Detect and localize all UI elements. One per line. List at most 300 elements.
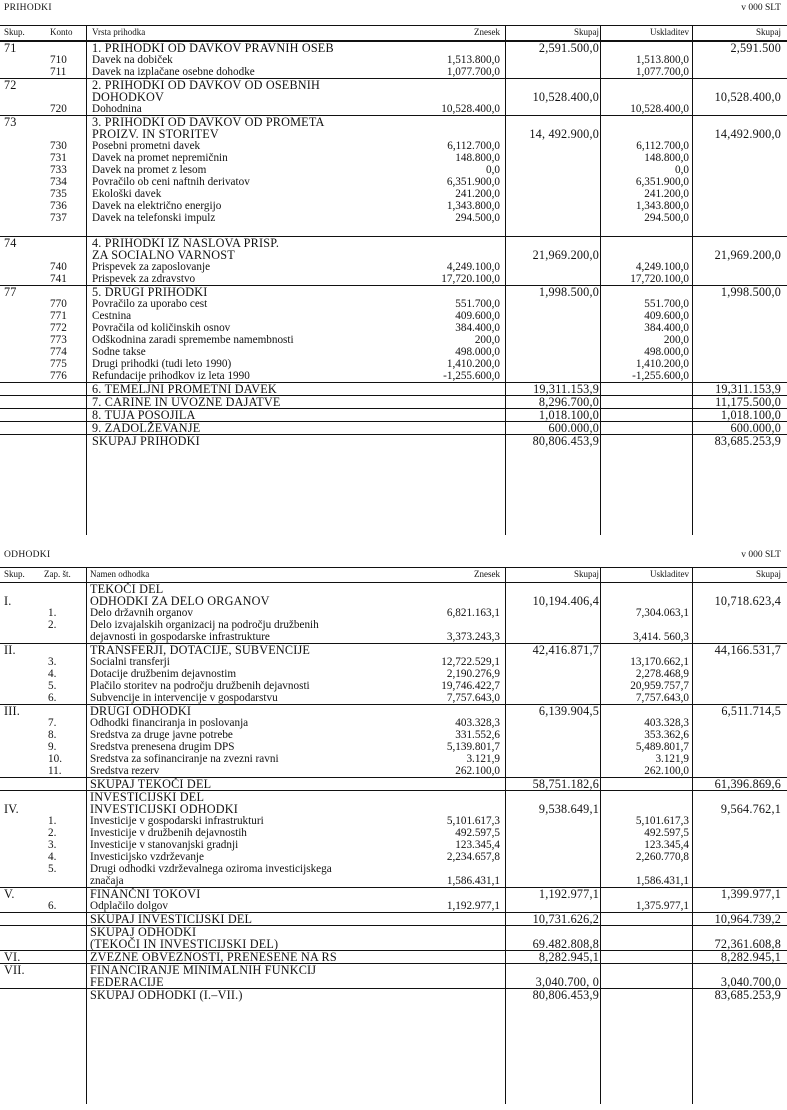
row-skupaj: 9,538.649,1	[538, 802, 599, 816]
row-label: Cestnina	[92, 310, 132, 322]
row-uskladitev: 294.500,0	[644, 212, 689, 224]
table-row	[0, 777, 787, 790]
row-label: SKUPAJ INVESTICIJSKI DEL	[90, 912, 253, 926]
table-row	[0, 815, 787, 827]
row-skupaj2: 19,311.153,9	[715, 382, 781, 396]
row-uskladitev: 6,351.900,0	[635, 176, 689, 188]
row-skupaj2: 10,718.623,4	[714, 594, 781, 608]
row-uskladitev: 1,586.431,1	[635, 875, 689, 887]
row-znesek: 1,192.977,1	[446, 900, 500, 912]
row-znesek: -1,255.600,0	[443, 370, 500, 382]
table-row	[0, 298, 787, 310]
row-code: 774	[50, 346, 67, 358]
row-label: DRUGI ODHODKI	[90, 704, 192, 718]
row-skupaj: 14, 492.900,0	[529, 127, 599, 141]
row-znesek: 551.700,0	[455, 298, 500, 310]
row-skupaj: 8,282.945,1	[538, 950, 599, 964]
row-code: 741	[50, 273, 67, 285]
row-label: PROIZV. IN STORITEV	[92, 127, 219, 141]
row-code: 4.	[48, 668, 57, 680]
row-group: VII.	[4, 963, 25, 977]
row-code: 1.	[48, 815, 57, 827]
row-znesek: 5,139.801,7	[446, 741, 500, 753]
income-table	[0, 41, 787, 447]
row-code: 772	[50, 322, 67, 334]
row-znesek: 1,586.431,1	[446, 875, 500, 887]
row-skupaj2: 9,564.762,1	[720, 802, 781, 816]
row-label: Povračilo ob ceni naftnih derivatov	[92, 176, 250, 188]
table-row	[0, 273, 787, 285]
row-uskladitev: 10,528.400,0	[630, 103, 689, 115]
row-uskladitev: 0,0	[675, 164, 689, 176]
expense-rule-skupaj	[600, 567, 601, 1104]
row-skupaj2: 1,018.100,0	[720, 408, 781, 422]
row-label: Povračilo za uporabo cest	[92, 298, 208, 310]
table-row	[0, 753, 787, 765]
row-label: 3. PRIHODKI OD DAVKOV OD PROMETA	[92, 115, 325, 129]
expense-title: ODHODKI	[4, 550, 51, 560]
table-row	[0, 334, 787, 346]
col-skupaj2: Skupaj	[755, 27, 781, 37]
row-uskladitev: 123.345,4	[644, 839, 689, 851]
row-skupaj2: 14,492.900,0	[714, 127, 781, 141]
table-row	[0, 434, 787, 447]
row-code: 776	[50, 370, 67, 382]
row-uskladitev: 1,343.800,0	[635, 200, 689, 212]
row-code: 7.	[48, 717, 57, 729]
row-label: Odplačilo dolgov	[90, 900, 168, 912]
row-uskladitev: 7,304.063,1	[635, 607, 689, 619]
row-code: 10.	[48, 753, 62, 765]
row-skupaj2: 600.000,0	[730, 421, 781, 435]
row-code: 4.	[48, 851, 57, 863]
row-uskladitev: 353.362,6	[644, 729, 689, 741]
row-uskladitev: 3,414. 560,3	[633, 631, 689, 643]
row-uskladitev: 148.800,0	[644, 152, 689, 164]
table-row	[0, 680, 787, 692]
row-uskladitev: 5,101.617,3	[635, 815, 689, 827]
row-label: (TEKOČI IN INVESTICIJSKI DEL)	[90, 937, 279, 951]
table-row	[0, 224, 787, 236]
row-label: ODHODKI ZA DELO ORGANOV	[90, 594, 270, 608]
income-rule-skupaj	[600, 25, 601, 535]
row-skupaj: 3,040.700, 0	[535, 975, 599, 989]
row-znesek: 1,513.800,0	[446, 54, 500, 66]
row-label: Sodne takse	[92, 346, 146, 358]
row-code: 740	[50, 261, 67, 273]
table-row	[0, 863, 787, 875]
row-skupaj2: 3,040.700,0	[720, 975, 781, 989]
row-code: 730	[50, 140, 67, 152]
table-row	[0, 875, 787, 887]
table-row	[0, 704, 787, 717]
row-skupaj: 58,751.182,6	[532, 777, 599, 791]
col-name: Namen odhodka	[90, 569, 150, 579]
row-code: 770	[50, 298, 67, 310]
table-row	[0, 310, 787, 322]
row-code: 3.	[48, 656, 57, 668]
col-znesek: Znesek	[474, 27, 500, 37]
row-skupaj: 21,969.200,0	[532, 248, 599, 262]
row-skupaj: 8,296.700,0	[538, 395, 599, 409]
row-skupaj: 2,591.500,0	[538, 41, 599, 55]
row-uskladitev: 1,410.200,0	[635, 358, 689, 370]
col-skupaj2: Skupaj	[755, 569, 781, 579]
row-label: ZA SOCIALNO VARNOST	[92, 248, 235, 262]
row-label: SKUPAJ ODHODKI (I.–VII.)	[90, 988, 243, 1002]
table-row	[0, 607, 787, 619]
row-znesek: 384.400,0	[455, 322, 500, 334]
row-label: Davek na dobiček	[92, 54, 173, 66]
row-skupaj2: 10,964.739,2	[714, 912, 781, 926]
row-znesek: 6,112.700,0	[447, 140, 500, 152]
row-skupaj: 80,806.453,9	[532, 988, 599, 1002]
row-code: 9.	[48, 741, 57, 753]
income-unit: v 000 SLT	[741, 3, 781, 13]
row-znesek: 403.328,3	[455, 717, 500, 729]
row-label: 8. TUJA POSOJILA	[92, 408, 196, 422]
table-row	[0, 176, 787, 188]
row-label: Plačilo storitev na področju družbenih dejavnosti	[90, 680, 310, 692]
row-uskladitev: 1,077.700,0	[635, 66, 689, 78]
row-uskladitev: 241.200,0	[644, 188, 689, 200]
table-row	[0, 692, 787, 704]
row-znesek: 2,190.276,9	[446, 668, 500, 680]
table-row	[0, 803, 787, 815]
row-label: Prispevek za zdravstvo	[92, 273, 196, 285]
row-label: Povračila od količinskih osnov	[92, 322, 231, 334]
row-znesek: 3.121,9	[466, 753, 500, 765]
row-label: Investicije v stanovanjski gradnji	[90, 839, 239, 851]
row-skupaj2: 44,166.531,7	[714, 643, 781, 657]
table-row	[0, 976, 787, 988]
row-znesek: 241.200,0	[455, 188, 500, 200]
row-label: Drugi odhodki vzdrževalnega oziroma investicijskega	[90, 863, 332, 875]
row-uskladitev: 2,278.468,9	[635, 668, 689, 680]
row-code: 736	[50, 200, 67, 212]
row-skupaj: 10,528.400,0	[532, 90, 599, 104]
row-code: 720	[50, 103, 67, 115]
row-code: 11.	[48, 765, 62, 777]
row-uskladitev: 7,757.643,0	[635, 692, 689, 704]
row-skupaj: 19,311.153,9	[533, 382, 599, 396]
table-row	[0, 188, 787, 200]
row-znesek: 7,757.643,0	[446, 692, 500, 704]
table-row	[0, 346, 787, 358]
row-skupaj2: 72,361.608,8	[714, 937, 781, 951]
table-row	[0, 595, 787, 607]
row-skupaj2: 8,282.945,1	[720, 950, 781, 964]
row-label: DOHODKOV	[92, 90, 165, 104]
table-row	[0, 741, 787, 753]
row-code: 710	[50, 54, 67, 66]
row-znesek: 200,0	[474, 334, 500, 346]
table-row	[0, 827, 787, 839]
row-skupaj: 600.000,0	[548, 421, 599, 435]
table-row	[0, 54, 787, 66]
row-group: V.	[4, 887, 15, 901]
row-code: 1.	[48, 607, 57, 619]
table-row	[0, 839, 787, 851]
table-row	[0, 395, 787, 408]
row-uskladitev: 384.400,0	[644, 322, 689, 334]
row-label: 6. TEMELJNI PROMETNI DAVEK	[92, 382, 277, 396]
col-zap: Zap. št.	[44, 569, 71, 579]
row-label: Sredstva rezerv	[90, 765, 160, 777]
row-label: Dohodnina	[92, 103, 142, 115]
table-row	[0, 382, 787, 395]
row-code: 735	[50, 188, 67, 200]
table-row	[0, 950, 787, 963]
row-label: 4. PRIHODKI IZ NASLOVA PRISP.	[92, 236, 280, 250]
row-znesek: 1,343.800,0	[446, 200, 500, 212]
table-row	[0, 408, 787, 421]
row-label: Investicijsko vzdrževanje	[90, 851, 205, 863]
row-znesek: 10,528.400,0	[441, 103, 500, 115]
row-uskladitev: 20,959.757,7	[630, 680, 689, 692]
row-skupaj2: 11,175.500,0	[715, 395, 781, 409]
row-label: Subvencije in intervencije v gospodarstvu	[90, 692, 278, 704]
row-label: TRANSFERJI, DOTACIJE, SUBVENCIJE	[90, 643, 311, 657]
row-label: Sredstva za druge javne potrebe	[90, 729, 233, 741]
table-row	[0, 938, 787, 950]
table-row	[0, 41, 787, 54]
income-rule-znesek	[505, 25, 506, 535]
row-uskladitev: 17,720.100,0	[630, 273, 689, 285]
row-group: 77	[4, 285, 17, 299]
row-label: 9. ZADOLŽEVANJE	[92, 421, 201, 435]
row-group: I.	[4, 594, 12, 608]
row-uskladitev: 4,249.100,0	[635, 261, 689, 273]
row-skupaj: 10,194.406,4	[532, 594, 599, 608]
row-znesek: 2,234.657,8	[446, 851, 500, 863]
expense-rule-name	[86, 567, 87, 1104]
row-skupaj: 80,806.453,9	[532, 434, 599, 448]
row-uskladitev: 403.328,3	[644, 717, 689, 729]
row-label: Sredstva prenesena drugim DPS	[90, 741, 235, 753]
row-znesek: 148.800,0	[455, 152, 500, 164]
table-row	[0, 370, 787, 382]
row-uskladitev: 5,489.801,7	[635, 741, 689, 753]
col-skup: Skup.	[4, 569, 25, 579]
row-code: 5.	[48, 863, 57, 875]
table-row	[0, 900, 787, 912]
row-label: Posebni prometni davek	[92, 140, 201, 152]
col-skup: Skup.	[4, 27, 25, 37]
row-label: SKUPAJ PRIHODKI	[92, 434, 200, 448]
row-uskladitev: 13,170.662,1	[630, 656, 689, 668]
table-row	[0, 128, 787, 140]
table-row	[0, 140, 787, 152]
row-znesek: 262.100,0	[455, 765, 500, 777]
row-uskladitev: 492.597,5	[644, 827, 689, 839]
row-code: 2.	[48, 619, 57, 631]
row-label: TEKOČI DEL	[90, 582, 164, 596]
row-code: 8.	[48, 729, 57, 741]
table-row	[0, 152, 787, 164]
row-skupaj2: 21,969.200,0	[714, 248, 781, 262]
table-row	[0, 619, 787, 631]
row-code: 2.	[48, 827, 57, 839]
row-code: 773	[50, 334, 67, 346]
row-code: 737	[50, 212, 67, 224]
row-skupaj: 42,416.871,7	[532, 643, 599, 657]
row-znesek: 498.000,0	[455, 346, 500, 358]
row-code: 711	[50, 66, 67, 78]
row-code: 6.	[48, 692, 57, 704]
row-uskladitev: 3.121,9	[655, 753, 689, 765]
row-label: Investicije v družbenih dejavnostih	[90, 827, 247, 839]
table-row	[0, 765, 787, 777]
row-znesek: 1,410.200,0	[446, 358, 500, 370]
row-label: Ekološki davek	[92, 188, 162, 200]
row-skupaj: 10,731.626,2	[532, 912, 599, 926]
row-uskladitev: -1,255.600,0	[632, 370, 689, 382]
expense-rule-usk	[692, 567, 693, 1104]
row-label: 5. DRUGI PRIHODKI	[92, 285, 208, 299]
row-uskladitev: 551.700,0	[644, 298, 689, 310]
row-skupaj2: 2,591.500	[730, 41, 781, 55]
col-skupaj: Skupaj	[573, 569, 599, 579]
row-skupaj2: 83,685.253,9	[714, 434, 781, 448]
row-znesek: 17,720.100,0	[441, 273, 500, 285]
row-uskladitev: 6,112.700,0	[636, 140, 689, 152]
row-group: 74	[4, 236, 17, 250]
expense-table	[0, 583, 787, 1001]
row-group: IV.	[4, 802, 19, 816]
row-znesek: 6,821.163,1	[446, 607, 500, 619]
table-row	[0, 887, 787, 900]
row-label: Davek na promet nepremičnin	[92, 152, 228, 164]
table-row	[0, 668, 787, 680]
row-label: Drugi prihodki (tudi leto 1990)	[92, 358, 232, 370]
row-skupaj: 1,998.500,0	[538, 285, 599, 299]
table-row	[0, 729, 787, 741]
row-znesek: 4,249.100,0	[446, 261, 500, 273]
row-label: FINANCIRANJE MINIMALNIH FUNKCIJ	[90, 963, 317, 977]
row-code: 6.	[48, 900, 57, 912]
row-label: Investicije v gospodarski infrastrukturi	[90, 815, 264, 827]
row-skupaj2: 83,685.253,9	[714, 988, 781, 1002]
row-label: Dotacije družbenim dejavnostim	[90, 668, 237, 680]
row-label: INVESTICIJSKI ODHODKI	[90, 802, 239, 816]
table-row	[0, 656, 787, 668]
income-rule-name	[86, 25, 87, 535]
row-znesek: 331.552,6	[455, 729, 500, 741]
table-row	[0, 66, 787, 78]
row-uskladitev: 498.000,0	[644, 346, 689, 358]
row-znesek: 5,101.617,3	[446, 815, 500, 827]
row-uskladitev: 262.100,0	[644, 765, 689, 777]
row-label: SKUPAJ TEKOČI DEL	[90, 777, 212, 791]
row-code: 775	[50, 358, 67, 370]
row-label: INVESTICIJSKI DEL	[90, 790, 205, 804]
row-code: 771	[50, 310, 67, 322]
table-row	[0, 261, 787, 273]
row-label: Davek na telefonski impulz	[92, 212, 216, 224]
row-skupaj: 1,192.977,1	[538, 887, 599, 901]
row-znesek: 3,373.243,3	[446, 631, 500, 643]
table-row	[0, 851, 787, 863]
table-row	[0, 212, 787, 224]
row-label: Sredstva za sofinanciranje na zvezni ravni	[90, 753, 279, 765]
row-uskladitev: 2,260.770,8	[635, 851, 689, 863]
table-row	[0, 322, 787, 334]
row-label: dejavnosti in gospodarske infrastrukture	[90, 631, 270, 643]
col-znesek: Znesek	[474, 569, 500, 579]
expense-column-header	[0, 567, 787, 583]
income-rule-usk	[692, 25, 693, 535]
row-label: Odhodki financiranja in poslovanja	[90, 717, 249, 729]
table-row	[0, 988, 787, 1001]
row-znesek: 492.597,5	[455, 827, 500, 839]
row-group: 72	[4, 78, 17, 92]
row-znesek: 12,722.529,1	[441, 656, 500, 668]
row-label: Refundacije prihodkov iz leta 1990	[92, 370, 250, 382]
row-label: Davek na električno energijo	[92, 200, 222, 212]
table-row	[0, 421, 787, 434]
table-row	[0, 200, 787, 212]
expense-unit: v 000 SLT	[741, 550, 781, 560]
row-label: ZVEZNE OBVEZNOSTI, PRENESENE NA RS	[90, 950, 337, 964]
col-konto: Konto	[50, 27, 73, 37]
col-name: Vrsta prihodka	[92, 27, 146, 37]
row-znesek: 1,077.700,0	[446, 66, 500, 78]
row-code: 3.	[48, 839, 57, 851]
row-znesek: 409.600,0	[455, 310, 500, 322]
row-skupaj2: 61,396.869,6	[714, 777, 781, 791]
col-uskladitev: Uskladitev	[650, 27, 689, 37]
row-znesek: 123.345,4	[455, 839, 500, 851]
expense-section-header	[0, 549, 787, 563]
row-group: VI.	[4, 950, 21, 964]
row-label: Odškodnina zaradi spremembe namembnosti	[92, 334, 294, 346]
row-label: 7. CARINE IN UVOZNE DAJATVE	[92, 395, 281, 409]
row-code: 5.	[48, 680, 57, 692]
table-row	[0, 249, 787, 261]
table-row	[0, 643, 787, 656]
row-code: 734	[50, 176, 67, 188]
row-label: SKUPAJ ODHODKI	[90, 925, 197, 939]
income-section-header	[0, 2, 787, 16]
row-skupaj: 69.482.808,8	[532, 937, 599, 951]
table-row	[0, 358, 787, 370]
row-uskladitev: 200,0	[663, 334, 689, 346]
expense-rule-znesek	[505, 567, 506, 1104]
row-label: Socialni transferji	[90, 656, 170, 668]
row-skupaj2: 1,399.977,1	[720, 887, 781, 901]
table-row	[0, 285, 787, 298]
row-label: značaja	[90, 875, 124, 887]
row-uskladitev: 409.600,0	[644, 310, 689, 322]
col-uskladitev: Uskladitev	[650, 569, 689, 579]
row-label: Davek na promet z lesom	[92, 164, 207, 176]
table-row	[0, 631, 787, 643]
row-skupaj2: 10,528.400,0	[714, 90, 781, 104]
table-row	[0, 103, 787, 115]
row-label: 2. PRIHODKI OD DAVKOV OD OSEBNIH	[92, 78, 321, 92]
row-group: III.	[4, 704, 21, 718]
table-row	[0, 91, 787, 103]
row-skupaj: 1,018.100,0	[538, 408, 599, 422]
row-label: FEDERACIJE	[90, 975, 164, 989]
row-group: 71	[4, 41, 17, 55]
table-row	[0, 164, 787, 176]
row-group: II.	[4, 643, 16, 657]
row-skupaj: 6,139.904,5	[538, 704, 599, 718]
row-label: Delo izvajalskih organizacij na področju družbenih	[90, 619, 319, 631]
row-label: FINANČNI TOKOVI	[90, 887, 201, 901]
